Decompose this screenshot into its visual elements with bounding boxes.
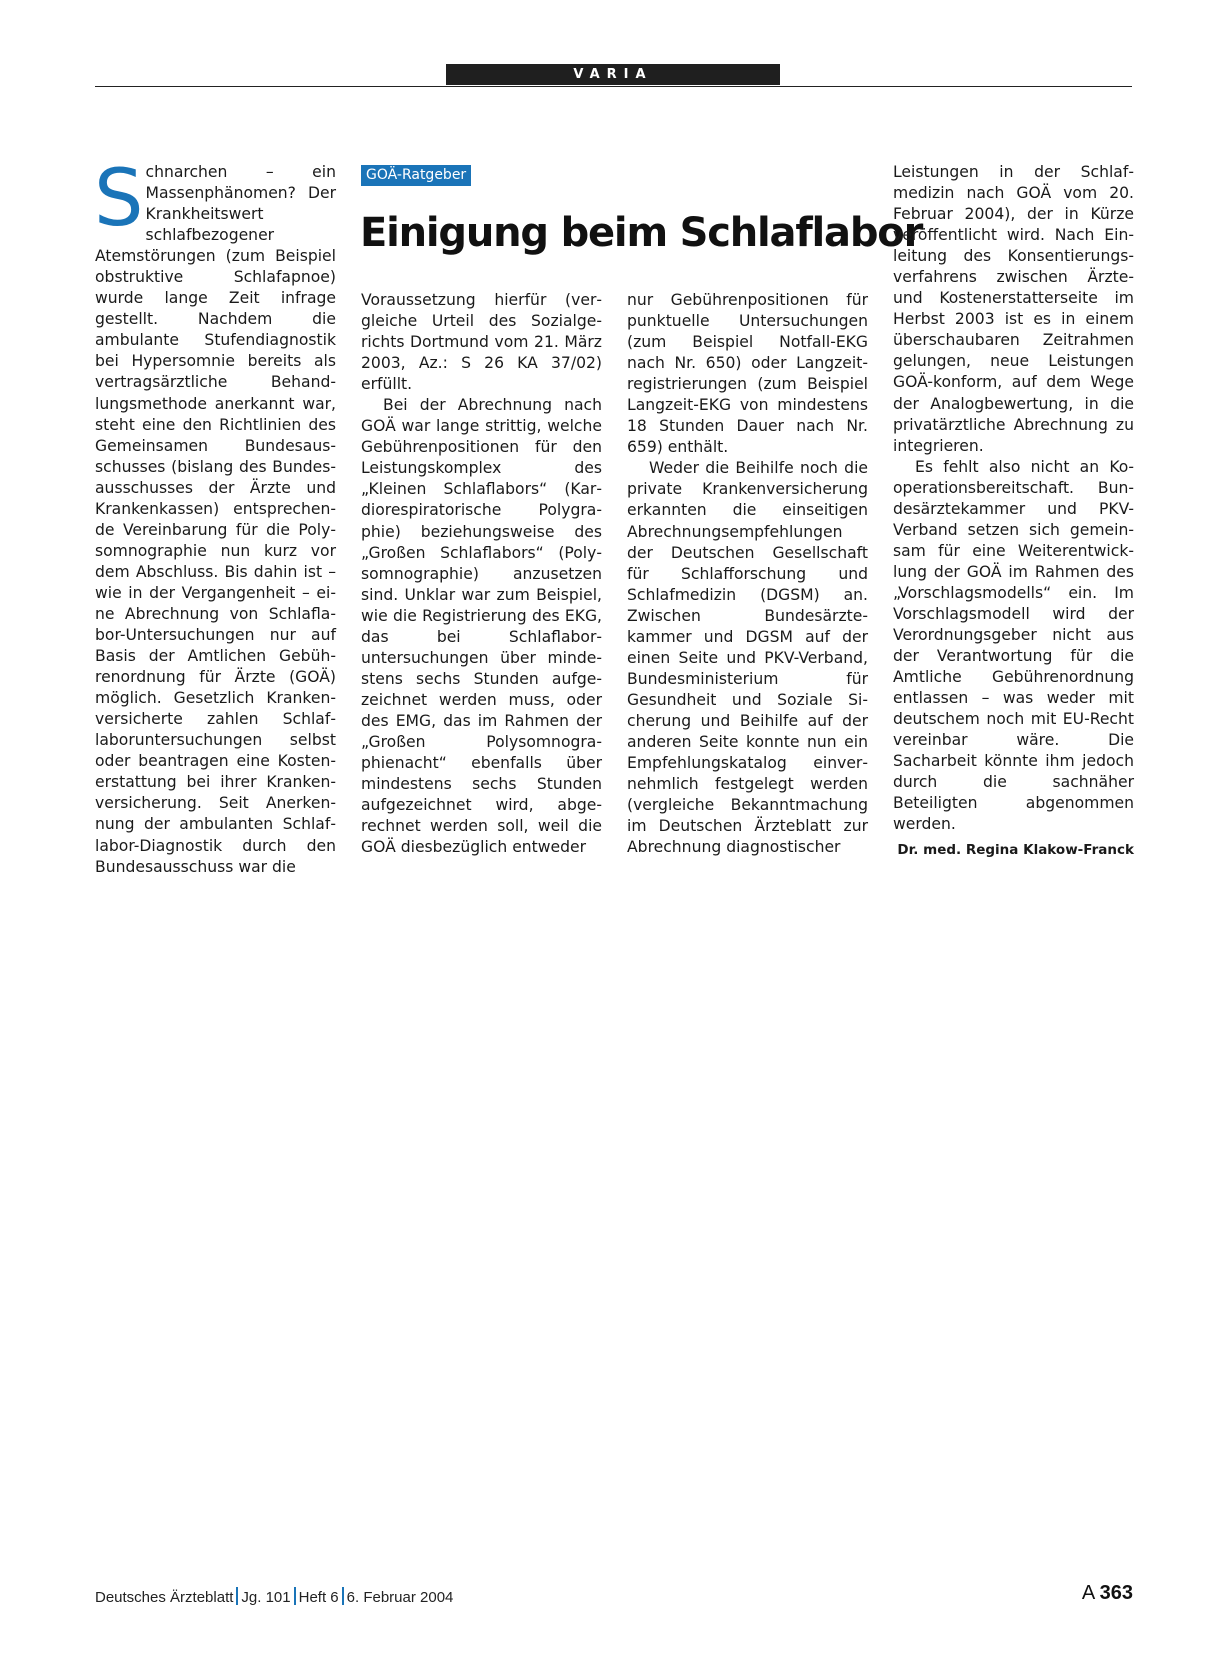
- column-3: [627, 290, 868, 858]
- author-byline: Dr. med. Regina Klakow-Franck: [897, 841, 1134, 858]
- issue-date: 6. Februar 2004: [346, 1589, 454, 1606]
- article-title: Einigung beim Schlaflabor: [360, 210, 923, 256]
- volume: Jg. 101: [241, 1589, 291, 1606]
- journal-name: Deutsches Ärzteblatt: [95, 1589, 234, 1606]
- column-2: [361, 290, 602, 858]
- paragraph: Leistungen in der Schlafmedizin nach GOÄ vom 20. Februar 2004), der in Kürze veröffentlicht wird. Nach Einleitung des Konsentierungsverfahrens zwischen Ärzte- und Kostenerstatterseite im Herbst 2003 ist es in einem überschaubaren Zeitrahmen gelungen, neue Leistungen GOÄ-konform, auf dem Wege der Analogbewertung, in die privatärztliche Abrechnung zu integrieren.: [893, 163, 1134, 455]
- column-1: [94, 154, 336, 878]
- kicker-label: GOÄ-Ratgeber: [361, 165, 471, 186]
- paragraph: Bei der Abrechnung nach GOÄ war lange strittig, welche Gebührenpositionen für den Leistungskomplex des „Kleinen Schlaflabors“ (Kardiorespiratorische Polygraphie) beziehungsweise des „Großen Schlaflabors“ (Polysomnographie) anzusetzen sind. Unklar war zum Beispiel, wie die Registrierung des EKG, das bei Schlaflaboruntersuchungen über mindestens sechs Stunden aufgezeichnet werden muss, oder des EMG, das im Rahmen der „Großen Polysomnographienacht“ ebenfalls über mindestens sechs Stunden aufgezeichnet wird, abgerechnet werden soll, weil die GOÄ diesbezüglich entweder: [361, 396, 602, 857]
- footer-citation: [95, 1587, 453, 1606]
- separator: [236, 1587, 238, 1605]
- issue: Heft 6: [298, 1589, 339, 1606]
- header-rule: [95, 86, 1132, 87]
- page-number: A 363: [1081, 1582, 1133, 1604]
- paragraph: nur Gebührenpositionen für punktuelle Untersuchungen (zum Beispiel Notfall-EKG nach Nr. 650) oder Langzeitregistrierungen (zum Beispiel Langzeit-EKG von mindestens 18 Stunden Dauer nach Nr. 659) enthält.: [627, 291, 868, 457]
- section-label: VARIA: [446, 64, 780, 85]
- paragraph: Weder die Beihilfe noch die private Krankenversicherung erkannten die einseitigen Abrechnungsempfehlungen der Deutschen Gesellschaft für Schlafforschung und Schlafmedizin (DGSM) an. Zwischen Bundesärztekammer und DGSM auf der einen Seite und PKV-Verband, Bundesministerium für Gesundheit und Soziale Sicherung und Beihilfe auf der anderen Seite konnte nun ein Empfehlungskatalog einvernehmlich festgelegt werden (vergleiche Bekanntmachung im Deutschen Ärzteblatt zur Abrechnung diagnostischer: [627, 459, 868, 857]
- separator: [294, 1587, 296, 1605]
- paragraph: Schnarchen – ein Massenphänomen? Der Krankheitswert schlafbezogener Atemstörungen (zum Beispiel obstruktive Schlafapnoe) wurde lange Zeit infrage gestellt. Nachdem die ambulante Stufendiagnostik bei Hypersomnie bereits als vertragsärztliche Behandlungsmethode anerkannt war, steht eine den Richtlinien des Gemeinsamen Bundesausschusses (bislang des Bundesausschusses der Ärzte und Krankenkassen) entsprechende Vereinbarung für die Polysomnographie nun kurz vor dem Abschluss. Bis dahin ist – wie in der Vergangenheit – eine Abrechnung von Schlaflabor-Untersuchungen nur auf Basis der Amtlichen Gebührenordnung für Ärzte (GOÄ) möglich. Gesetzlich Krankenversicherte zahlen Schlaflaboruntersuchungen selbst oder beantragen eine Kostenerstattung bei ihrer Krankenversicherung. Seit Anerkennung der ambulanten Schlaflabor-Diagnostik durch den Bundesausschuss war die: [94, 154, 336, 876]
- paragraph: Voraussetzung hierfür (vergleiche Urteil des Sozialgerichts Dortmund vom 21. März 2003, Az.: S 26 KA 37/02) erfüllt.: [361, 291, 602, 394]
- column-4: [893, 162, 1134, 861]
- paragraph: Es fehlt also nicht an Kooperationsbereitschaft. Bundesärztekammer und PKV-Verband setzen sich gemeinsam für eine Weiterentwicklung der GOÄ im Rahmen des „Vorschlagsmodells“ ein. Im Vorschlagsmodell wird der Verordnungsgeber nicht aus der Verantwortung für die Amtliche Gebührenordnung entlassen – was weder mit deutschem noch mit EU-Recht vereinbar wäre. Die Sacharbeit könnte ihm jedoch durch die sachnäher Beteiligten abgenommen werden.: [893, 457, 1134, 834]
- dropcap: S: [94, 154, 144, 244]
- separator: [342, 1587, 344, 1605]
